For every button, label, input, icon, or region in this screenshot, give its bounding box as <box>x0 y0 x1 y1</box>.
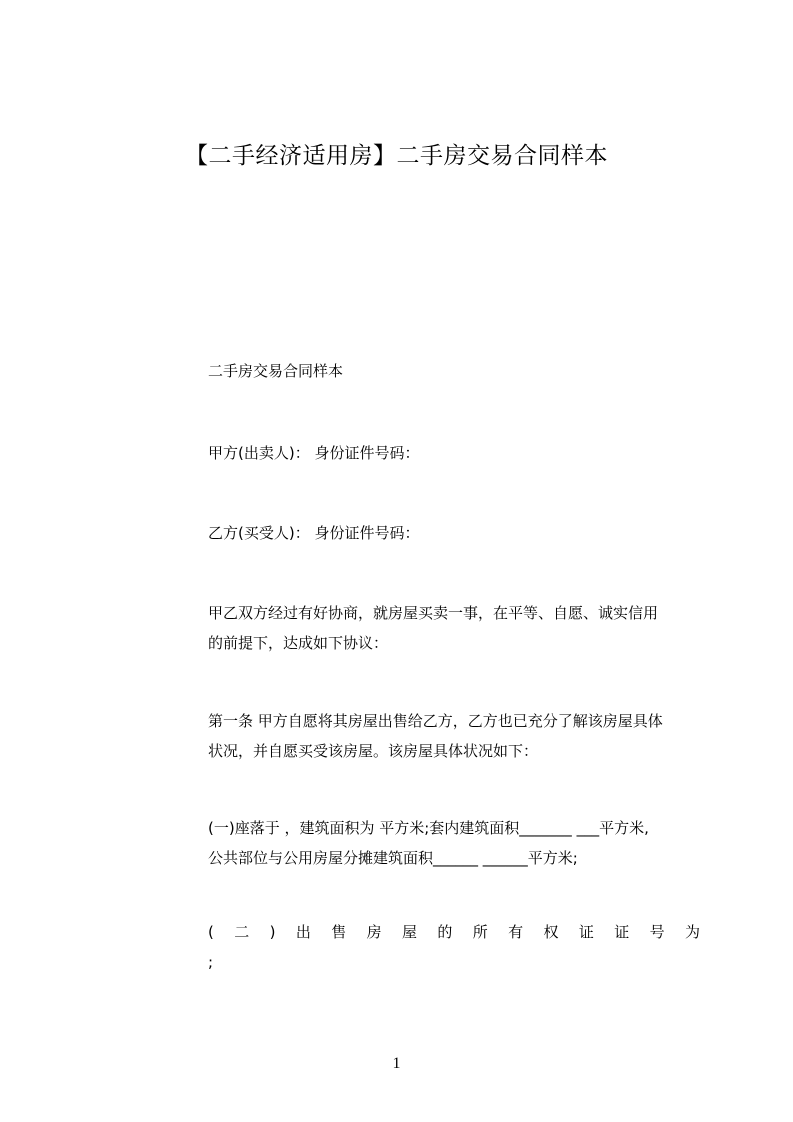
preamble-paragraph <box>208 598 700 658</box>
contract-subtitle: 二手房交易合同样本 <box>208 362 344 380</box>
item-1-line-2: 公共部位与公用房屋分摊建筑面积______ ______平方米; <box>208 849 578 867</box>
char: 号 <box>649 923 665 941</box>
char: ) <box>269 923 276 941</box>
char: 售 <box>331 923 347 941</box>
char: 所 <box>472 923 488 941</box>
page-number: 1 <box>392 1055 401 1072</box>
item-2-line-2: ; <box>208 953 214 971</box>
char: 证 <box>578 923 594 941</box>
preamble-line-1: 甲乙双方经过有好协商，就房屋买卖一事，在平等、自愿、诚实信用 <box>208 604 659 622</box>
party-b-line: 乙方(买受人)： 身份证件号码： <box>208 524 420 542</box>
item-2-paragraph <box>208 917 700 977</box>
char: 屋 <box>401 923 417 941</box>
article-1-paragraph <box>208 706 700 766</box>
char: 二 <box>234 923 250 941</box>
document-title: 【二手经济适用房】二手房交易合同样本 <box>185 143 608 169</box>
char: 权 <box>543 923 559 941</box>
item-1-line-1: (一)座落于 ，建筑面积为 平方米;套内建筑面积_______ ___平方米, <box>208 819 649 837</box>
char: 证 <box>614 923 630 941</box>
char: ( <box>208 923 214 941</box>
item-1-paragraph <box>208 813 700 873</box>
article-1-line-1: 第一条 甲方自愿将其房屋出售给乙方，乙方也已充分了解该房屋具体 <box>208 712 663 730</box>
char: 房 <box>366 923 382 941</box>
preamble-line-2: 的前提下，达成如下协议： <box>208 634 389 652</box>
char: 出 <box>295 923 311 941</box>
char: 有 <box>508 923 524 941</box>
item-2-line-1 <box>208 917 700 947</box>
article-1-line-2: 状况，并自愿买受该房屋。该房屋具体状况如下： <box>208 742 539 760</box>
char: 为 <box>684 923 700 941</box>
party-a-line: 甲方(出卖人)： 身份证件号码： <box>208 444 420 462</box>
char: 的 <box>437 923 453 941</box>
